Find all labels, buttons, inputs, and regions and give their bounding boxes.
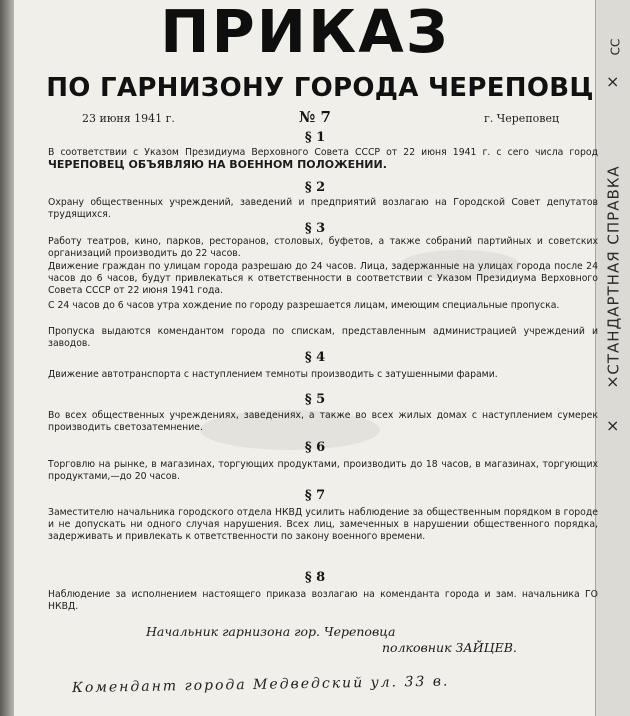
section-3-p4: Пропуска выдаются комендантом города по спискам, представленным администрацией учреждений и заводов.: [48, 326, 598, 349]
order-place: г. Череповец: [484, 112, 560, 125]
side-mark-x: ×: [606, 72, 620, 91]
section-mark: § 7: [304, 488, 326, 503]
side-label-text: СТАНДАРТНАЯ СПРАВКА: [605, 165, 624, 375]
section-7-text: Заместителю начальника городского отдела НКВД усилить наблюдение за общественным порядком в городе и не допускать ни одного случая нарушения. Всех лиц, замеченных в нарушении общественного порядка, задерживать и привлекать к ответственности по закону военного времени.: [48, 507, 598, 542]
section-mark: § 3: [304, 221, 326, 236]
section-mark: § 1: [304, 130, 326, 145]
section-mark: § 2: [304, 180, 326, 195]
order-date: 23 июня 1941 г.: [82, 112, 175, 125]
side-mark-x: ×: [606, 416, 620, 435]
order-number: № 7: [299, 108, 331, 126]
section-1-text: [48, 147, 598, 172]
section-3-p2: Движение граждан по улицам города разрешаю до 24 часов. Лица, задержанные на улицах города после 24 часов до 6 часов, будут привлекаться к ответственности в соответствии с Указом Президиума Верховного Совета СССР от 22 июня 1941 года.: [48, 261, 598, 296]
section-mark: § 6: [304, 440, 326, 455]
section-6-text: Торговлю на рынке, в магазинах, торгующих продуктами, производить до 18 часов, в магазинах, торгующих продуктами,—до 20 часов.: [48, 459, 598, 482]
side-mark-cc: CC: [608, 38, 623, 56]
section-1-bold: ЧЕРЕПОВЕЦ ОБЪЯВЛЯЮ НА ВОЕННОМ ПОЛОЖЕНИИ.: [48, 157, 387, 171]
section-1-plain: В соответствии с Указом Президиума Верховного Совета СССР от 22 июня 1941 г. с сего числа город: [48, 147, 598, 158]
section-mark: § 4: [304, 350, 326, 365]
section-mark: § 5: [304, 392, 326, 407]
document-title: ПРИКАЗ: [160, 0, 450, 67]
section-2-text: Охрану общественных учреждений, заведений и предприятий возлагаю на Городской Совет депутатов трудящихся.: [48, 197, 598, 220]
section-3-p1: Работу театров, кино, парков, ресторанов, столовых, буфетов, а также собраний партийных и советских организаций производить до 22 часов.: [48, 236, 598, 259]
section-3-p3: С 24 часов до 6 часов утра хождение по городу разрешается лицам, имеющим специальные пропуска.: [48, 300, 560, 311]
section-mark: § 8: [304, 570, 326, 585]
handwritten-note: Комендант города Медведский ул. 33 в.: [71, 673, 450, 697]
section-8-text: Наблюдение за исполнением настоящего приказа возлагаю на коменданта города и зам. начальника ГО НКВД.: [48, 589, 598, 612]
signature-title: Начальник гарнизона гор. Череповца: [146, 624, 396, 639]
section-4-text: Движение автотранспорта с наступлением темноты производить с затушенными фарами.: [48, 369, 498, 380]
document-subtitle: ПО ГАРНИЗОНУ ГОРОДА ЧЕРЕПОВЦ: [46, 73, 594, 103]
signature-name: полковник ЗАЙЦЕВ.: [382, 640, 517, 655]
side-mark-x: ×: [606, 372, 620, 391]
section-5-text: Во всех общественных учреждениях, заведениях, а также во всех жилых домах с наступлением сумерек производить светозатемнение.: [48, 410, 598, 433]
